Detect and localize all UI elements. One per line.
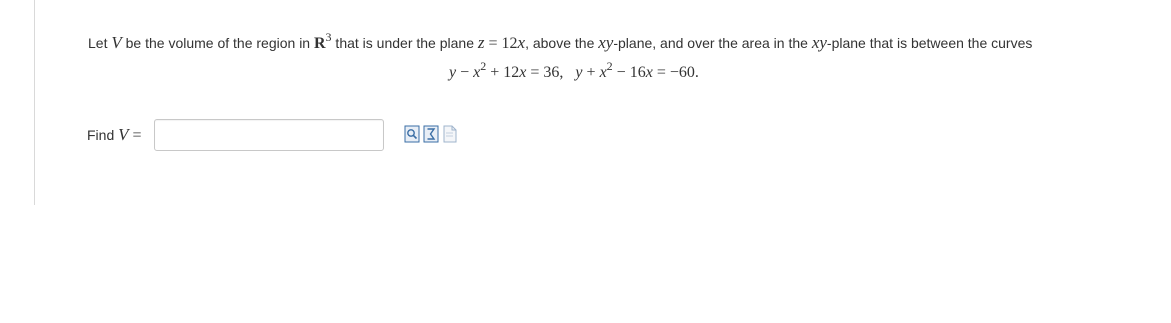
problem-text: , above the: [525, 35, 599, 51]
eq2-x: x: [645, 64, 653, 81]
left-margin-rule: [34, 0, 35, 205]
eq1-exponent: 2: [480, 59, 487, 73]
eq1-x: x: [473, 64, 481, 81]
find-label: [87, 125, 142, 145]
problem-text: that is under the plane: [331, 35, 478, 51]
xy-plane-label: xy: [811, 33, 827, 52]
problem-text: be the volume of the region in: [121, 35, 314, 51]
eq1-op: −: [456, 64, 474, 81]
answer-variable: V: [118, 125, 129, 144]
eq1-rhs: = 36,: [526, 64, 564, 81]
plane-equation: = 12: [484, 35, 518, 52]
eq2-y: y: [575, 64, 583, 81]
eq2-op: +: [582, 64, 600, 81]
answer-tools: [404, 125, 458, 143]
problem-text: -plane, and over the area in the: [613, 35, 812, 51]
help-document-icon[interactable]: [442, 125, 458, 143]
eq2-exponent: 2: [606, 59, 613, 73]
problem-text: Let: [88, 35, 112, 51]
problem-text: -plane that is between the curves: [826, 35, 1033, 51]
volume-variable: V: [111, 33, 122, 52]
problem-statement: [88, 30, 1033, 54]
eq1-term: + 12: [486, 64, 520, 81]
eq2-rhs: = −60.: [652, 64, 699, 81]
eq1-x: x: [519, 64, 527, 81]
curve-equations: [449, 59, 699, 82]
eq2-term: − 16: [612, 64, 646, 81]
answer-equals: =: [128, 127, 142, 144]
plane-variable: z: [477, 33, 485, 52]
answer-row: [87, 117, 384, 153]
eq1-y: y: [449, 64, 457, 81]
eq2-x: x: [599, 64, 607, 81]
find-text: Find: [87, 127, 119, 143]
plane-x-variable: x: [517, 33, 526, 52]
equation-editor-icon[interactable]: [423, 125, 439, 143]
answer-input[interactable]: [154, 119, 384, 151]
xy-plane-label: xy: [598, 33, 614, 52]
real-space-symbol: R: [313, 35, 326, 52]
space-exponent: 3: [325, 30, 332, 44]
preview-icon[interactable]: [404, 125, 420, 143]
